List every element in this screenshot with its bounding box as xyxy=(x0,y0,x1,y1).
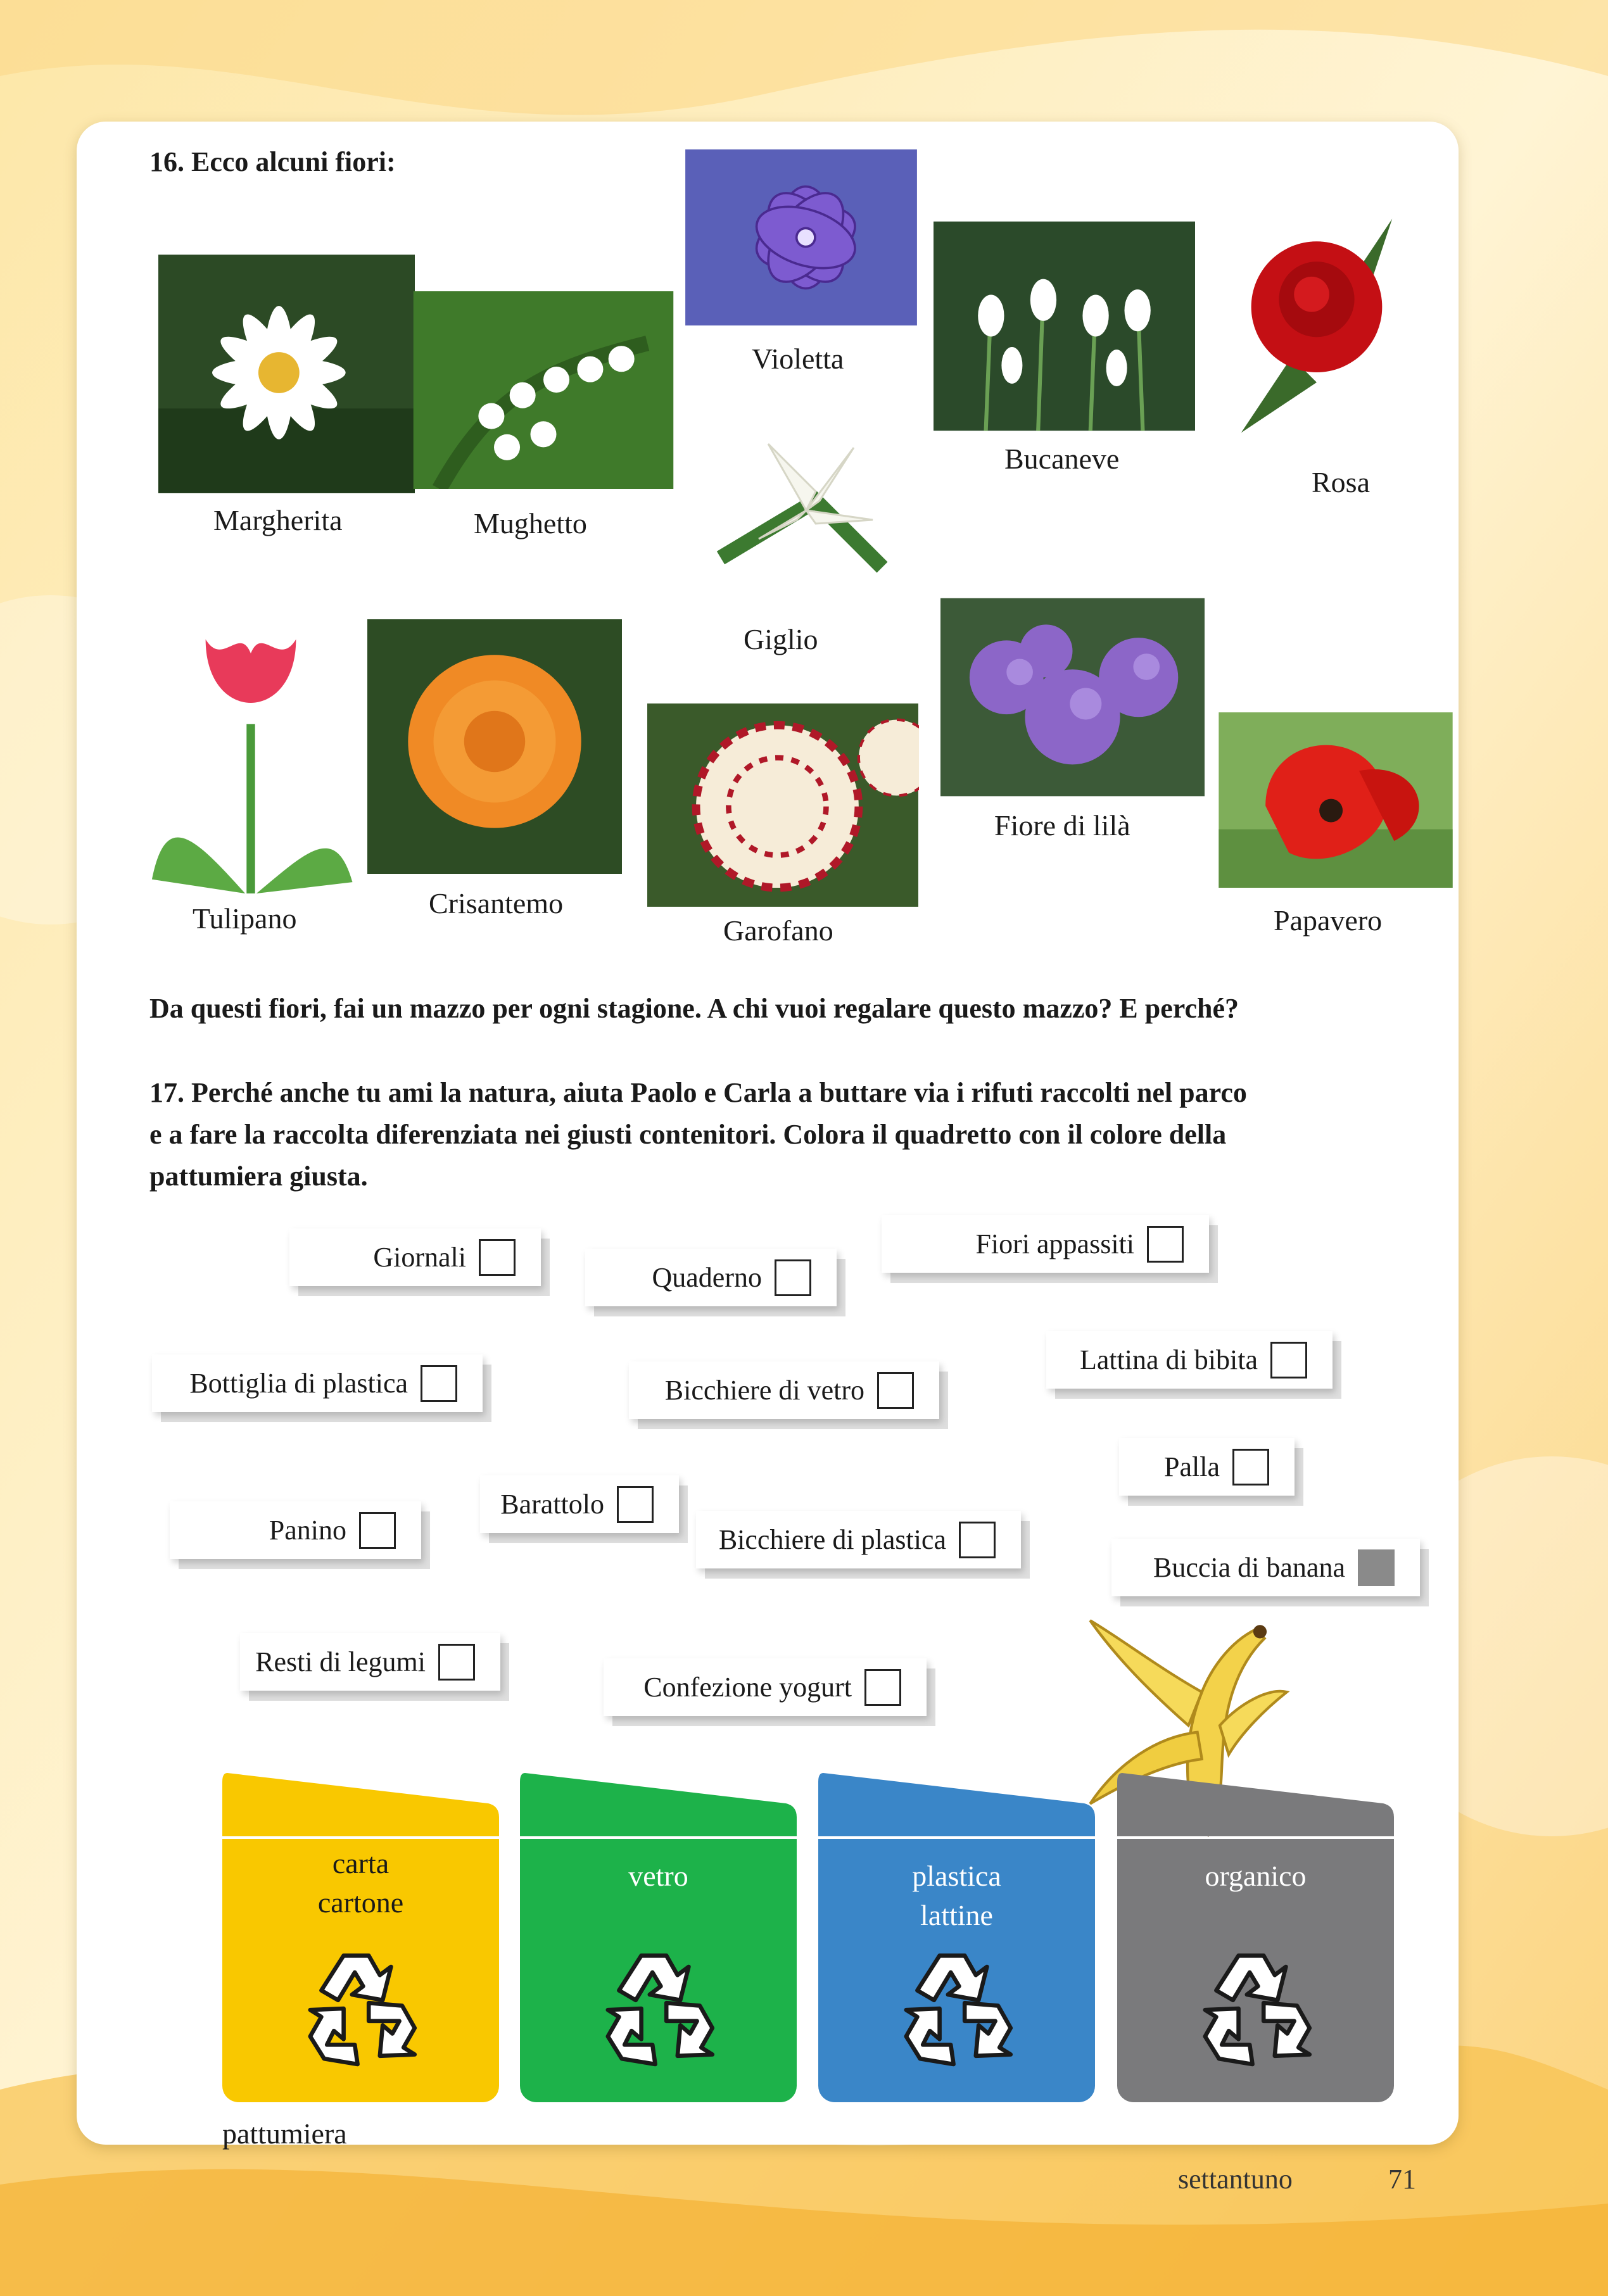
bin-lid xyxy=(1117,1773,1394,1836)
violetta-photo xyxy=(685,149,918,325)
bin-plastica[interactable] xyxy=(818,1773,1095,2102)
item-card-barattolo xyxy=(480,1475,679,1533)
question-16-instruction: Da questi fiori, fai un mazzo per ogni stagione. A chi vuoi regalare questo mazzo? E perché? xyxy=(149,993,1239,1024)
crisantemo-photo xyxy=(367,619,622,874)
bin-carta[interactable] xyxy=(222,1773,499,2102)
caption-rosa: Rosa xyxy=(1312,466,1370,498)
item-label: Resti di legumi xyxy=(255,1646,426,1677)
bin-label xyxy=(818,1857,1095,1935)
garofano-photo xyxy=(647,703,919,907)
question-16-title: 16. Ecco alcuni fiori: xyxy=(149,146,396,177)
bin-lid xyxy=(520,1773,797,1836)
bin-label-line1: vetro xyxy=(628,1860,688,1892)
caption-bucaneve: Bucaneve xyxy=(1004,443,1120,475)
item-card-resti-legumi xyxy=(240,1633,500,1691)
recycle-icon xyxy=(588,1939,728,2078)
color-checkbox[interactable] xyxy=(359,1512,396,1549)
bin-label-line2: lattine xyxy=(920,1899,993,1932)
bin-organico[interactable] xyxy=(1117,1773,1394,2102)
recycle-icon xyxy=(291,1939,430,2078)
item-label: Buccia di banana xyxy=(1153,1552,1345,1583)
caption-crisantemo: Crisantemo xyxy=(429,887,564,919)
rosa-photo xyxy=(1216,191,1417,448)
recycle-icon xyxy=(1186,1939,1325,2078)
bin-caption: pattumiera xyxy=(222,2117,347,2150)
mughetto-photo xyxy=(413,291,674,489)
margherita-photo xyxy=(158,255,415,493)
item-label: Bottiglia di plastica xyxy=(189,1368,408,1399)
item-card-confezione-yogurt xyxy=(604,1658,927,1716)
color-checkbox[interactable] xyxy=(864,1669,901,1706)
color-checkbox[interactable] xyxy=(617,1486,654,1523)
color-checkbox[interactable] xyxy=(877,1372,914,1409)
item-card-fiori-appassiti xyxy=(882,1215,1209,1273)
item-card-bottiglia-plastica xyxy=(152,1354,483,1412)
item-label: Bicchiere di vetro xyxy=(664,1375,864,1406)
recycle-icon xyxy=(887,1939,1026,2078)
bin-label xyxy=(520,1857,797,1896)
bin-label xyxy=(1117,1857,1394,1896)
lila-photo xyxy=(940,598,1205,797)
caption-giglio: Giglio xyxy=(744,623,818,655)
item-card-bicchiere-vetro xyxy=(629,1361,939,1419)
color-checkbox[interactable] xyxy=(775,1259,811,1296)
bin-lid xyxy=(222,1773,499,1836)
question-17-line-3: pattumiera giusta. xyxy=(149,1161,368,1192)
bucaneve-photo xyxy=(934,220,1195,432)
color-checkbox[interactable] xyxy=(1270,1342,1307,1378)
giglio-photo xyxy=(702,425,892,602)
color-checkbox[interactable] xyxy=(1147,1226,1184,1263)
item-label: Fiori appassiti xyxy=(975,1228,1134,1259)
item-label: Panino xyxy=(269,1515,346,1546)
item-label: Giornali xyxy=(373,1242,466,1273)
item-card-palla xyxy=(1119,1438,1295,1496)
item-label: Bicchiere di plastica xyxy=(718,1524,946,1555)
tulipano-photo xyxy=(134,611,367,893)
caption-mughetto: Mughetto xyxy=(474,507,587,539)
caption-garofano: Garofano xyxy=(723,914,833,947)
item-label: Confezione yogurt xyxy=(643,1672,852,1703)
bin-label-line1: organico xyxy=(1205,1860,1307,1892)
bin-label xyxy=(222,1844,499,1922)
page-word: settantuno xyxy=(1178,2164,1293,2195)
color-checkbox[interactable] xyxy=(1232,1449,1269,1485)
color-checkbox[interactable] xyxy=(1358,1549,1395,1586)
caption-tulipano: Tulipano xyxy=(193,902,297,935)
question-17-text xyxy=(149,1072,1410,1197)
bin-lid xyxy=(818,1773,1095,1836)
caption-margherita: Margherita xyxy=(213,504,343,536)
item-label: Barattolo xyxy=(500,1489,604,1520)
papavero-photo xyxy=(1218,712,1453,888)
color-checkbox[interactable] xyxy=(438,1644,475,1681)
item-card-bicchiere-plastica xyxy=(696,1511,1021,1568)
caption-lila: Fiore di lilà xyxy=(994,809,1130,842)
caption-violetta: Violetta xyxy=(752,343,844,375)
item-label: Palla xyxy=(1164,1451,1220,1482)
item-card-buccia-banana xyxy=(1111,1539,1420,1596)
item-label: Quaderno xyxy=(652,1262,762,1293)
bin-label-line1: carta xyxy=(332,1847,389,1879)
item-card-quaderno xyxy=(585,1249,837,1306)
item-card-lattina-bibita xyxy=(1046,1331,1333,1389)
bin-label-line1: plastica xyxy=(912,1860,1001,1892)
color-checkbox[interactable] xyxy=(959,1522,996,1558)
color-checkbox[interactable] xyxy=(421,1365,457,1402)
bin-vetro[interactable] xyxy=(520,1773,797,2102)
caption-papavero: Papavero xyxy=(1274,904,1383,937)
item-label: Lattina di bibita xyxy=(1079,1344,1258,1375)
color-checkbox[interactable] xyxy=(479,1239,516,1276)
item-card-panino xyxy=(170,1501,421,1559)
page-number: 71 xyxy=(1388,2164,1416,2195)
item-card-giornali xyxy=(289,1228,541,1286)
question-17-line-1: 17. Perché anche tu ami la natura, aiuta Paolo e Carla a buttare via i rifuti raccolti nel parco xyxy=(149,1077,1247,1108)
bin-label-line2: cartone xyxy=(317,1886,404,1919)
question-17-line-2: e a fare la raccolta diferenziata nei giusti contenitori. Colora il quadretto con il colore della xyxy=(149,1119,1227,1150)
